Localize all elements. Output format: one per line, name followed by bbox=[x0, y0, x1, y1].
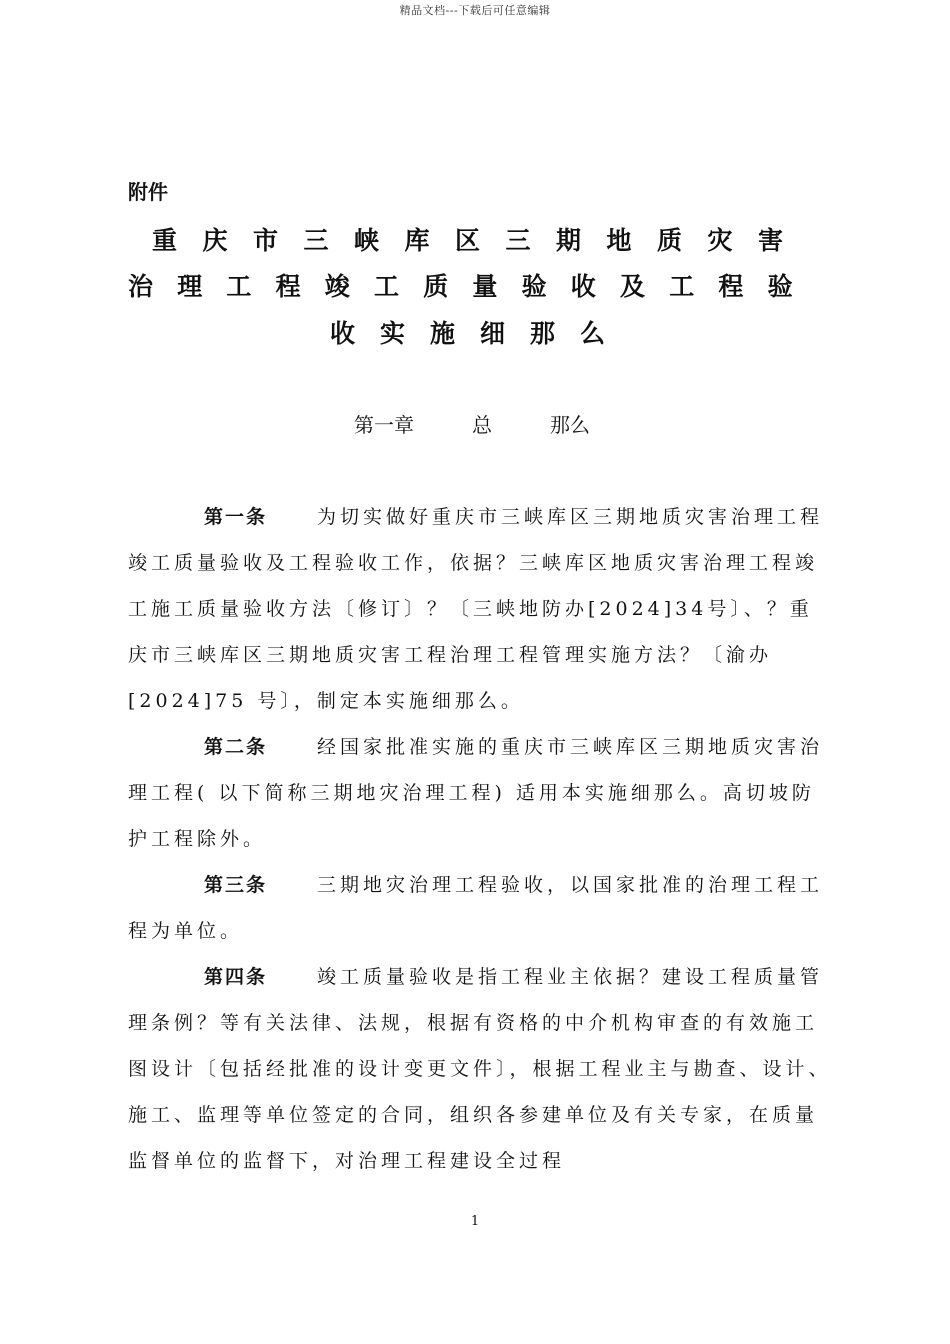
document-title-line-3: 收实施细那么 bbox=[330, 319, 631, 348]
article-2 bbox=[128, 724, 832, 862]
chapter-name-part-1: 总 bbox=[472, 413, 492, 437]
article-1 bbox=[128, 494, 832, 724]
article-label: 第一条 bbox=[204, 506, 268, 528]
chapter-name-part-2: 那么 bbox=[550, 413, 590, 437]
article-text: 三期地灾治理工程验收，以国家批准的治理工程工程为单位。 bbox=[128, 874, 824, 942]
article-label: 第二条 bbox=[204, 736, 268, 758]
article-text: 竣工质量验收是指工程业主依据？建设工程质量管理条例？等有关法律、法规，根据有资格的中介机构审查的有效施工图设计〔包括经批准的设计变更文件〕，根据工程业主与勘查、设计、施工、监理等单位签定的合同，组织各参建单位及有关专家，在质量监督单位的监督下，对治理工程建设全过程 bbox=[128, 966, 832, 1172]
document-title-line-2: 治理工程竣工质量验收及工程验 bbox=[128, 272, 817, 301]
chapter-heading bbox=[354, 409, 590, 438]
article-4 bbox=[128, 954, 832, 1184]
page-number: 1 bbox=[470, 1214, 480, 1229]
article-label: 第三条 bbox=[204, 874, 268, 896]
document-title-line-1: 重庆市三峡库区三期地质灾害 bbox=[152, 226, 809, 255]
article-label: 第四条 bbox=[204, 966, 268, 988]
page-header: 精品文档---下载后可任意编辑 bbox=[399, 4, 551, 17]
article-text: 为切实做好重庆市三峡库区三期地质灾害治理工程竣工质量验收及工程验收工作，依据？三峡库区地质灾害治理工程竣工施工质量验收方法〔修订〕？〔三峡地防办[2024]34号〕、？重庆市三峡库区三期地质灾害工程治理工程管理实施方法？〔渝办[2024]75 号〕，制定本实施细那么。 bbox=[128, 506, 824, 712]
chapter-number: 第一章 bbox=[354, 413, 414, 437]
attachment-label: 附件 bbox=[128, 180, 168, 204]
article-text: 经国家批准实施的重庆市三峡库区三期地质灾害治理工程( 以下简称三期地灾治理工程) 适用本实施细那么。高切坡防护工程除外。 bbox=[128, 736, 824, 850]
article-3 bbox=[128, 862, 832, 954]
